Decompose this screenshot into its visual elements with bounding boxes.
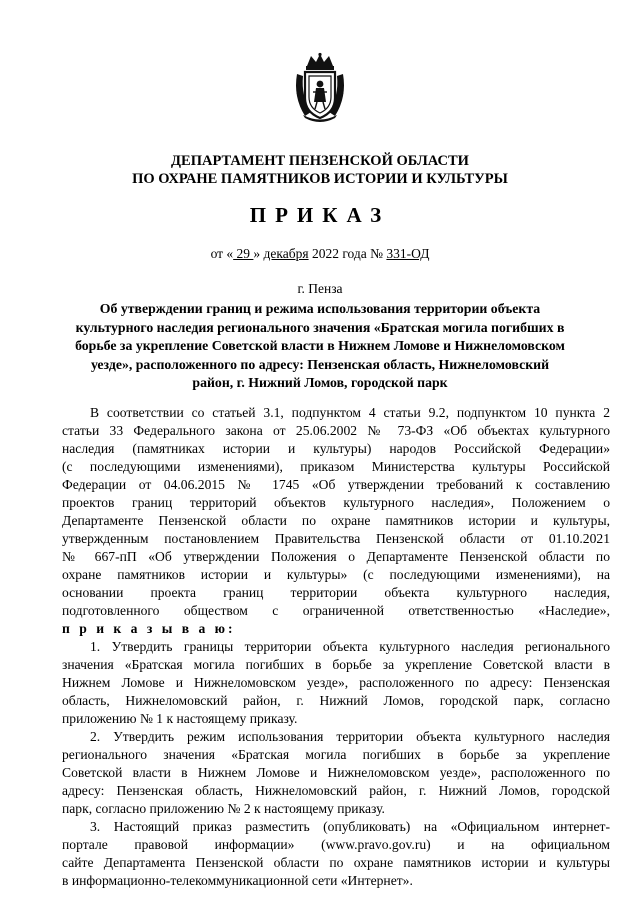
body-line: охране памятников истории и культуры» (с последующими изменениями), на	[62, 567, 610, 582]
body-line: проектов границ территорий объектов культурного наследия», Положением о	[62, 495, 610, 510]
date-year: 2022 года №	[308, 246, 387, 261]
date-prefix: от «	[210, 246, 234, 261]
body-line: приложению № 1 к настоящему приказу.	[62, 711, 298, 726]
body-line: Нижнем Ломове и Нижнеломовском уезде», расположенного по адресу: Пензенская	[62, 675, 610, 690]
order-directive	[62, 620, 610, 638]
coat-of-arms-icon	[291, 52, 349, 122]
date-month: декабря	[263, 246, 309, 261]
body-line: парк, согласно приложению № 2 к настоящему приказу.	[62, 801, 385, 816]
body-line: регионального значения «Братская могила погибших в борьбе за укрепление	[62, 747, 610, 762]
body-line: 2. Утвердить режим использования территории объекта культурного наследия	[90, 729, 610, 744]
body-line: 1. Утвердить границы территории объекта культурного наследия регионального	[90, 639, 610, 654]
order-title-line: Об утверждении границ и режима использования территории объекта	[99, 301, 541, 316]
order-title-line: район, г. Нижний Ломов, городской парк	[192, 375, 448, 390]
body-line: Федерации от 04.06.2015 № 1745 «Об утверждении требований к составлению	[62, 477, 610, 492]
order-title-line: уезде», расположенного по адресу: Пензенская область, Нижнеломовский	[90, 356, 550, 372]
body-line: утвержденным постановлением Правительства Пензенской области от 01.10.2021	[62, 531, 610, 546]
city-line: г. Пенза	[297, 281, 343, 296]
department-name-line-1: ДЕПАРТАМЕНТ ПЕНЗЕНСКОЙ ОБЛАСТИ	[171, 153, 469, 169]
order-number: 331-ОД	[386, 246, 430, 261]
body-line: область, Нижнеломовский район, г. Нижний Ломов, городской парк, согласно	[62, 693, 610, 708]
order-title-line: борьбе за укрепление Советской власти в Нижнем Ломове и Нижнеломовском	[75, 338, 565, 353]
date-mid: »	[253, 246, 264, 261]
document-type-heading: ПРИКАЗ	[249, 203, 391, 227]
body-line: Департаменте Пензенской области по охране памятников истории и культуры,	[62, 513, 610, 528]
body-line: портале правовой информации» (www.pravo.gov.ru) и на официальном	[62, 837, 610, 852]
body-line: 3. Настоящий приказ разместить (опубликовать) на «Официальном интернет-	[90, 819, 610, 834]
body-line: сайте Департамента Пензенской области по охране памятников истории и культуры	[62, 855, 610, 870]
body-line: № 667-пП «Об утверждении Положения о Департаменте Пензенской области по	[62, 549, 610, 564]
body-line: основании проекта границ территории объекта культурного наследия,	[62, 585, 610, 600]
order-date-number	[0, 246, 640, 262]
body-line: статьи 33 Федерального закона от 25.06.2002 № 73-ФЗ «Об объектах культурного	[62, 423, 610, 438]
date-day: 29	[233, 246, 254, 261]
department-name-line-2: ПО ОХРАНЕ ПАМЯТНИКОВ ИСТОРИИ И КУЛЬТУРЫ	[132, 171, 508, 187]
body-line: в информационно-телекоммуникационной сети «Интернет».	[62, 873, 413, 888]
body-line: Советской власти в Нижнем Ломове и Нижнеломовском уезде», расположенного по	[62, 765, 610, 780]
body-line: наследия (памятниках истории и культуры) народов Российской Федерации»	[62, 441, 610, 456]
body-line: подготовленного обществом с ограниченной ответственностью «Наследие»,	[62, 603, 610, 618]
body-line: адресу: Пензенская область, Нижнеломовский район, г. Нижний Ломов, городской	[62, 783, 610, 798]
body-line: (с последующими изменениями), приказом Министерства культуры Российской	[62, 459, 610, 474]
body-line: В соответствии со статьей 3.1, подпунктом 4 статьи 9.2, подпунктом 10 пункта 2	[90, 405, 610, 420]
directive-text: п р и к а з ы в а ю:	[62, 621, 236, 636]
body-line: значения «Братская могила погибших в борьбе за укрепление Советской власти в	[62, 657, 610, 672]
order-title-line: культурного наследия регионального значения «Братская могила погибших в	[75, 319, 565, 335]
